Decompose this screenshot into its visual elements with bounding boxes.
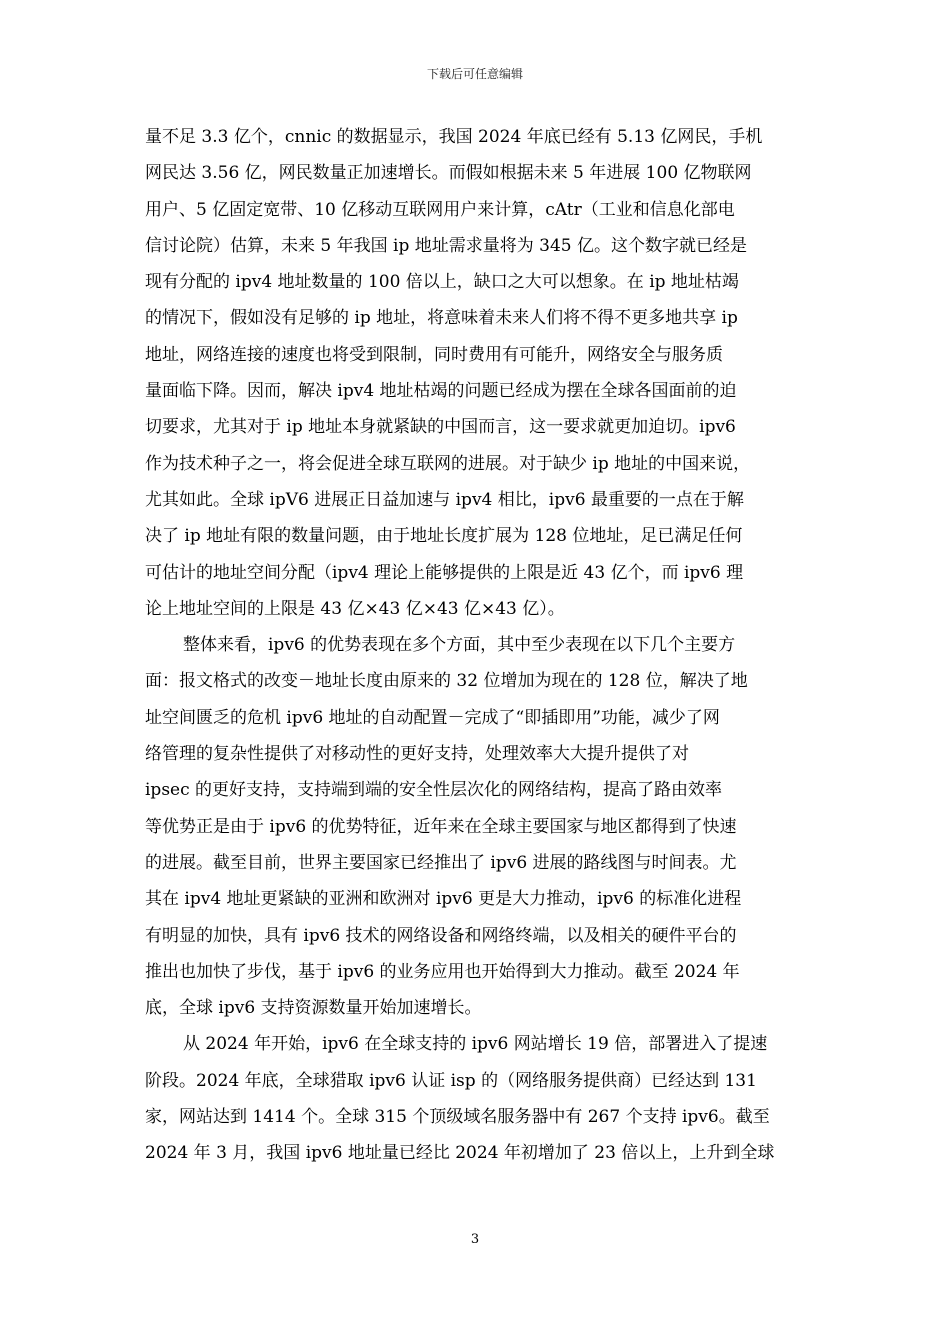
text-line: ipsec 的更好支持，支持端到端的安全性层次化的网络结构，提高了路由效率 [145, 780, 723, 801]
text-line: 尤其如此。全球 ipV6 进展正日益加速与 ipv4 相比，ipv6 最重要的一点在于解 [145, 489, 744, 510]
text-line: 从 2024 年开始，ipv6 在全球支持的 ipv6 网站增长 19 倍，部署进入了提速 [183, 1034, 768, 1055]
text-line: 决了 ip 地址有限的数量问题，由于地址长度扩展为 128 位地址，足已满足任何 [145, 526, 743, 547]
text-line: 阶段。2024 年底，全球猎取 ipv6 认证 isp 的（网络服务提供商）已经达到 131 [145, 1070, 757, 1091]
text-line: 有明显的加快，具有 ipv6 技术的网络设备和网络终端，以及相关的硬件平台的 [145, 925, 737, 946]
text-line: 面：报文格式的改变－地址长度由原来的 32 位增加为现在的 128 位，解决了地 [145, 671, 748, 692]
text-line: 论上地址空间的上限是 43 亿×43 亿×43 亿×43 亿）。 [145, 598, 565, 619]
text-line: 推出也加快了步伐，基于 ipv6 的业务应用也开始得到大力推动。截至 2024 年 [145, 961, 740, 982]
text-line: 网民达 3.56 亿，网民数量正加速增长。而假如根据未来 5 年进展 100 亿物联网 [145, 163, 752, 184]
text-line: 络管理的复杂性提供了对移动性的更好支持，处理效率大大提升提供了对 [145, 744, 689, 765]
text-line: 整体来看，ipv6 的优势表现在多个方面，其中至少表现在以下几个主要方 [183, 635, 736, 656]
text-line: 量不足 3.3 亿个，cnnic 的数据显示，我国 2024 年底已经有 5.13 亿网民，手机 [145, 127, 763, 147]
document-body [145, 119, 810, 1172]
text-line: 的情况下，假如没有足够的 ip 地址，将意味着未来人们将不得不更多地共享 ip [145, 308, 738, 329]
text-line: 家，网站达到 1414 个。全球 315 个顶级域名服务器中有 267 个支持 ipv6。截至 [145, 1107, 770, 1128]
paragraph-2 [145, 627, 810, 1026]
paragraph-3 [145, 1026, 810, 1171]
text-line: 其在 ipv4 地址更紧缺的亚洲和欧洲对 ipv6 更是大力推动，ipv6 的标准化进程 [145, 889, 742, 910]
text-line: 底，全球 ipv6 支持资源数量开始加速增长。 [145, 998, 482, 1019]
text-line: 信讨论院）估算，未来 5 年我国 ip 地址需求量将为 345 亿。这个数字就已经是 [145, 235, 748, 256]
text-line: 址空间匮乏的危机 ipv6 地址的自动配置－完成了“即插即用”功能，减少了网 [145, 707, 720, 728]
page-header: 下载后可任意编辑 [426, 67, 523, 81]
text-line: 用户、5 亿固定宽带、10 亿移动互联网用户来计算，cAtr（工业和信息化部电 [145, 199, 735, 220]
text-line: 量面临下降。因而，解决 ipv4 地址枯竭的问题已经成为摆在全球各国面前的迫 [145, 381, 737, 402]
page-number: 3 [470, 1232, 480, 1247]
paragraph-1 [145, 119, 810, 627]
text-line: 的进展。截至目前，世界主要国家已经推出了 ipv6 进展的路线图与时间表。尤 [145, 852, 737, 873]
text-line: 作为技术种子之一，将会促进全球互联网的进展。对于缺少 ip 地址的中国来说， [145, 453, 751, 474]
text-line: 切要求，尤其对于 ip 地址本身就紧缺的中国而言，这一要求就更加迫切。ipv6 [145, 417, 736, 438]
text-line: 2024 年 3 月，我国 ipv6 地址量已经比 2024 年初增加了 23 倍以上，上升到全球 [145, 1143, 775, 1164]
text-line: 等优势正是由于 ipv6 的优势特征，近年来在全球主要国家与地区都得到了快速 [145, 816, 737, 837]
text-line: 现有分配的 ipv4 地址数量的 100 倍以上，缺口之大可以想象。在 ip 地址枯竭 [145, 272, 739, 293]
text-line: 地址，网络连接的速度也将受到限制，同时费用有可能升，网络安全与服务质 [145, 344, 723, 365]
text-line: 可估计的地址空间分配（ipv4 理论上能够提供的上限是近 43 亿个，而 ipv6 理 [145, 562, 744, 583]
